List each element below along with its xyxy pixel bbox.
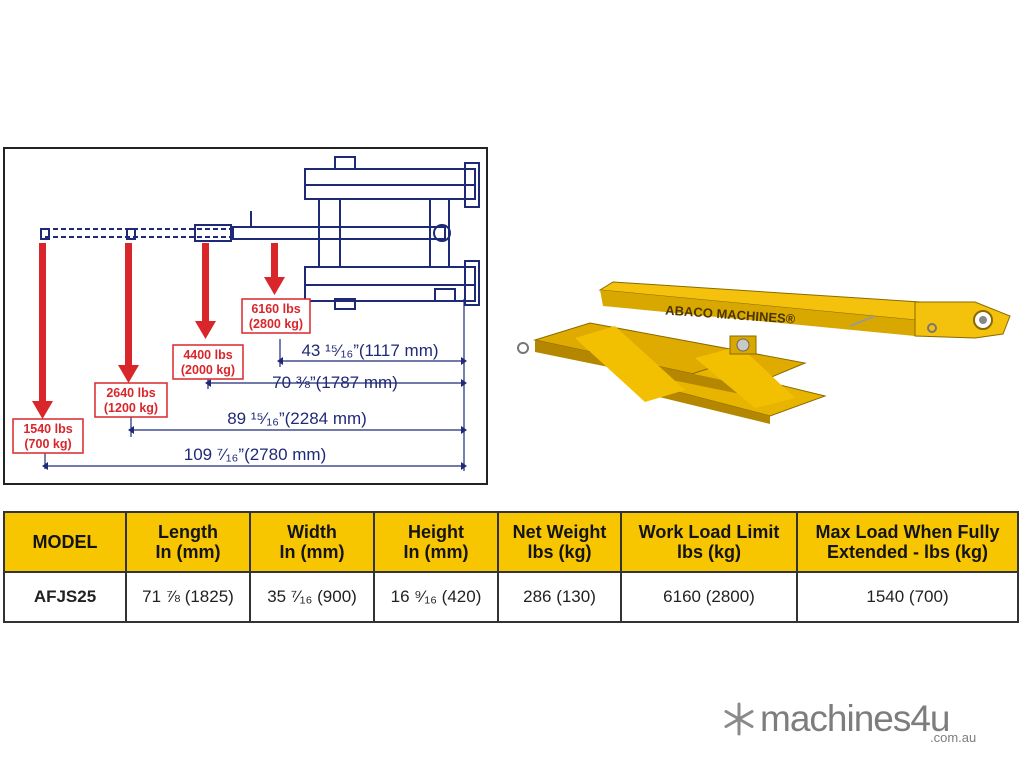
dimension-label-2: 70 ⅜”(1787 mm): [272, 373, 398, 392]
svg-text:(1200 kg): (1200 kg): [103, 401, 159, 415]
machines4u-logo: [722, 700, 992, 750]
svg-text:(700 kg): (700 kg): [24, 437, 72, 451]
fork-frame-drawing: [305, 157, 479, 309]
header-width: Width In (mm): [250, 512, 374, 572]
cell-max-load-extended: 1540 (700): [797, 572, 1018, 622]
cell-width: 35 ⁷⁄₁₆ (900): [250, 572, 374, 622]
cell-model: AFJS25: [4, 572, 126, 622]
jib-drawing: [5, 149, 486, 483]
cell-length: 71 ⅞ (1825): [126, 572, 250, 622]
header-max-load-extended: Max Load When Fully Extended - lbs (kg): [797, 512, 1018, 572]
spec-table: [3, 511, 1019, 623]
dimension-label-3: 89 ¹⁵⁄₁₆”(2284 mm): [227, 409, 367, 428]
svg-text:(2000 kg): (2000 kg): [180, 363, 236, 377]
load-label-2: [173, 345, 243, 379]
svg-text:(2800 kg): (2800 kg): [248, 317, 304, 331]
product-image: [505, 268, 1015, 438]
table-row: [4, 572, 1018, 622]
header-work-load-limit: Work Load Limit lbs (kg): [621, 512, 797, 572]
cell-height: 16 ⁹⁄₁₆ (420): [374, 572, 498, 622]
svg-text:1540 lbs: 1540 lbs: [23, 422, 73, 436]
load-label-4: [13, 419, 83, 453]
dimension-label-4: 109 ⁷⁄₁₆”(2780 mm): [183, 445, 327, 464]
svg-text:2640 lbs: 2640 lbs: [106, 386, 156, 400]
table-header-row: [4, 512, 1018, 572]
svg-text:6160 lbs: 6160 lbs: [251, 302, 301, 316]
svg-text:4400 lbs: 4400 lbs: [183, 348, 233, 362]
header-model: MODEL: [4, 512, 126, 572]
header-height: Height In (mm): [374, 512, 498, 572]
header-length: Length In (mm): [126, 512, 250, 572]
logo-suffix: .com.au: [930, 730, 977, 745]
logo-name: machines4u: [760, 698, 950, 739]
load-label-1: [242, 299, 310, 333]
cell-net-weight: 286 (130): [498, 572, 621, 622]
load-chart-diagram: [3, 147, 488, 485]
cell-work-load-limit: 6160 (2800): [621, 572, 797, 622]
load-label-3: [95, 383, 167, 417]
boom-drawing: [41, 211, 450, 241]
dimension-label-1: 43 ¹⁵⁄₁₆”(1117 mm): [301, 341, 439, 360]
jib-attachment-illustration: [518, 282, 1010, 424]
header-net-weight: Net Weight lbs (kg): [498, 512, 621, 572]
snowflake-icon: [722, 702, 756, 736]
brand-label: ABACO MACHINES®: [664, 302, 796, 327]
